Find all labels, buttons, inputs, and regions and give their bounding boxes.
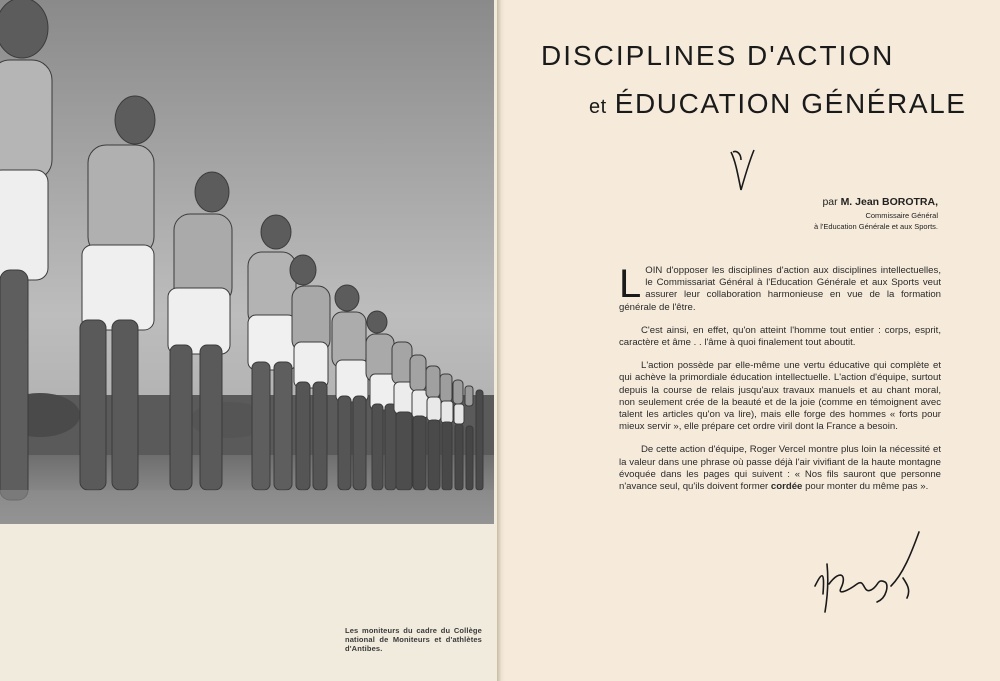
photo-caption: Les moniteurs du cadre du Collège national de Moniteurs et d'athlètes d'Antibes.: [345, 626, 482, 653]
author-name: M. Jean BOROTRA,: [840, 196, 938, 208]
title-et: et: [589, 96, 607, 118]
signature-icon: [807, 524, 927, 624]
byline-prefix: par: [822, 196, 838, 208]
paragraph-2: C'est ainsi, en effet, qu'on atteint l'homme tout entier : corps, esprit, caractère et âme . . l'âme à quoi finalement tout aboutit.: [619, 324, 941, 349]
title-line-1: DISCIPLINES D'ACTION: [541, 40, 895, 71]
title-line-2-text: ÉDUCATION GÉNÉRALE: [614, 88, 967, 119]
paragraph-3: L'action possède par elle-même une vertu éducative qui complète et qui achève la primordiale éducation intellectuelle. L'action d'équipe, surtout depuis la course de relais jusqu'aux travaux manuels et au chant moral, non seulement crée de la beauté et de la joie (comme en témoignent avec talent les articles qu'on va lire), mais elle forge des hommes « forts pour mieux servir », elle prépare cet ordre viril dont la France a besoin.: [619, 360, 941, 433]
left-page: [0, 0, 497, 681]
article-body: [619, 262, 941, 504]
title-line-2: [589, 88, 967, 120]
francisque-ornament-icon: [727, 146, 757, 194]
photo-illustration: [0, 0, 494, 524]
page-gutter: [497, 0, 505, 681]
paragraph-4: [619, 444, 941, 493]
paragraph-1-text: OIN d'opposer les disciplines d'action aux disciplines intellectuelles, le Commissariat Général à l'Education Générale et aux Sports veut assurer leur collaboration harmonieuse en vue de la formation générale de l'être.: [619, 265, 941, 313]
byline: [814, 196, 938, 232]
athletes-lineup-photo: [0, 0, 494, 524]
paragraph-4-text: De cette action d'équipe, Roger Vercel montre plus loin la nécessité et la valeur dans une phrase où passe déjà l'air vivifiant de la haute montagne évoquée dans les pages qui suivent : « Nos fils sauront que personne n'avance seul, qu'ils doivent former: [619, 444, 941, 493]
paragraph-4-end: pour monter du même pas ».: [805, 481, 929, 493]
author-role-2: à l'Education Générale et aux Sports.: [813, 222, 938, 231]
paragraph-1: [619, 262, 941, 314]
paragraph-4-bold: cordée: [770, 481, 803, 493]
author-role-1: Commissaire Général: [865, 211, 938, 220]
right-page: [505, 0, 1000, 681]
drop-cap: L: [619, 262, 642, 306]
